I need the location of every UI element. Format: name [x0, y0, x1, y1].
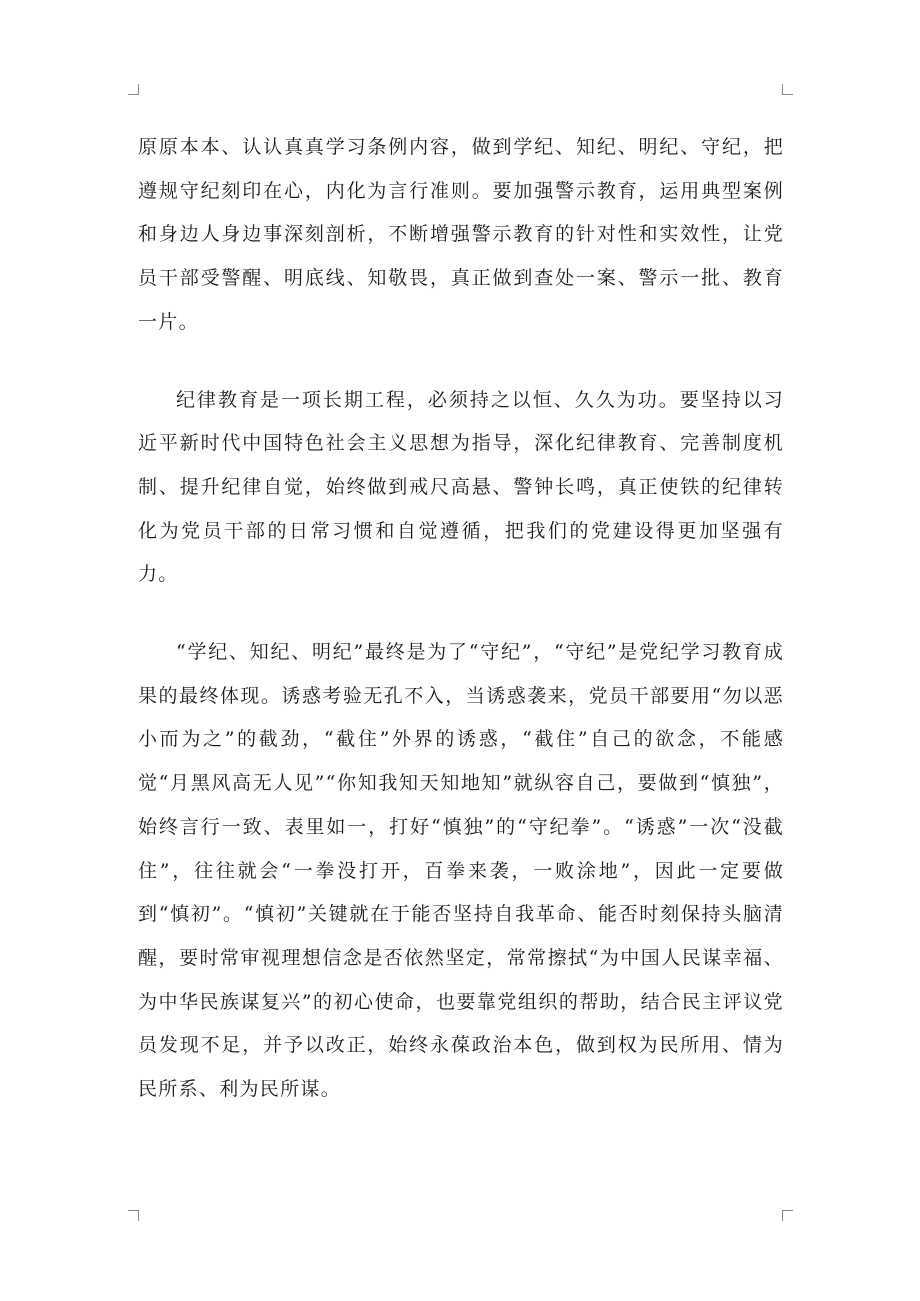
crop-mark-bottom-right	[782, 1210, 793, 1221]
crop-mark-bottom-left	[128, 1210, 139, 1221]
crop-mark-top-left	[128, 84, 139, 95]
document-body	[138, 126, 784, 1112]
paragraph-3: “学纪、知纪、明纪”最终是为了“守纪”，“守纪”是党纪学习教育成果的最终体现。诱惑考验无孔不入，当诱惑袭来，党员干部要用“勿以恶小而为之”的截劲，“截住”外界的诱惑，“截住”自己的欲念，不能感觉“月黑风高无人见”“你知我知天知地知”就纵容自己，要做到“慎独”，始终言行一致、表里如一，打好“慎独”的“守纪拳”。“诱惑”一次“没截住”，往往就会“一拳没打开，百拳来袭，一败涂地”，因此一定要做到“慎初”。“慎初”关键就在于能否坚持自我革命、能否时刻保持头脑清醒，要时常审视理想信念是否依然坚定，常常擦拭“为中国人民谋幸福、为中华民族谋复兴”的初心使命，也要靠党组织的帮助，结合民主评议党员发现不足，并予以改正，始终永葆政治本色，做到权为民所用、情为民所系、利为民所谋。	[138, 641, 784, 1101]
paragraph-1: 原原本本、认认真真学习条例内容，做到学纪、知纪、明纪、守纪，把遵规守纪刻印在心，内化为言行准则。要加强警示教育，运用典型案例和身边人身边事深刻剖析，不断增强警示教育的针对性和实效性，让党员干部受警醒、明底线、知敬畏，真正做到查处一案、警示一批、教育一片。	[138, 136, 784, 333]
paragraph-2: 纪律教育是一项长期工程，必须持之以恒、久久为功。要坚持以习近平新时代中国特色社会主义思想为指导，深化纪律教育、完善制度机制、提升纪律自觉，始终做到戒尺高悬、警钟长鸣，真正使铁的纪律转化为党员干部的日常习惯和自觉遵循，把我们的党建设得更加坚强有力。	[138, 388, 784, 586]
crop-mark-top-right	[782, 84, 793, 95]
